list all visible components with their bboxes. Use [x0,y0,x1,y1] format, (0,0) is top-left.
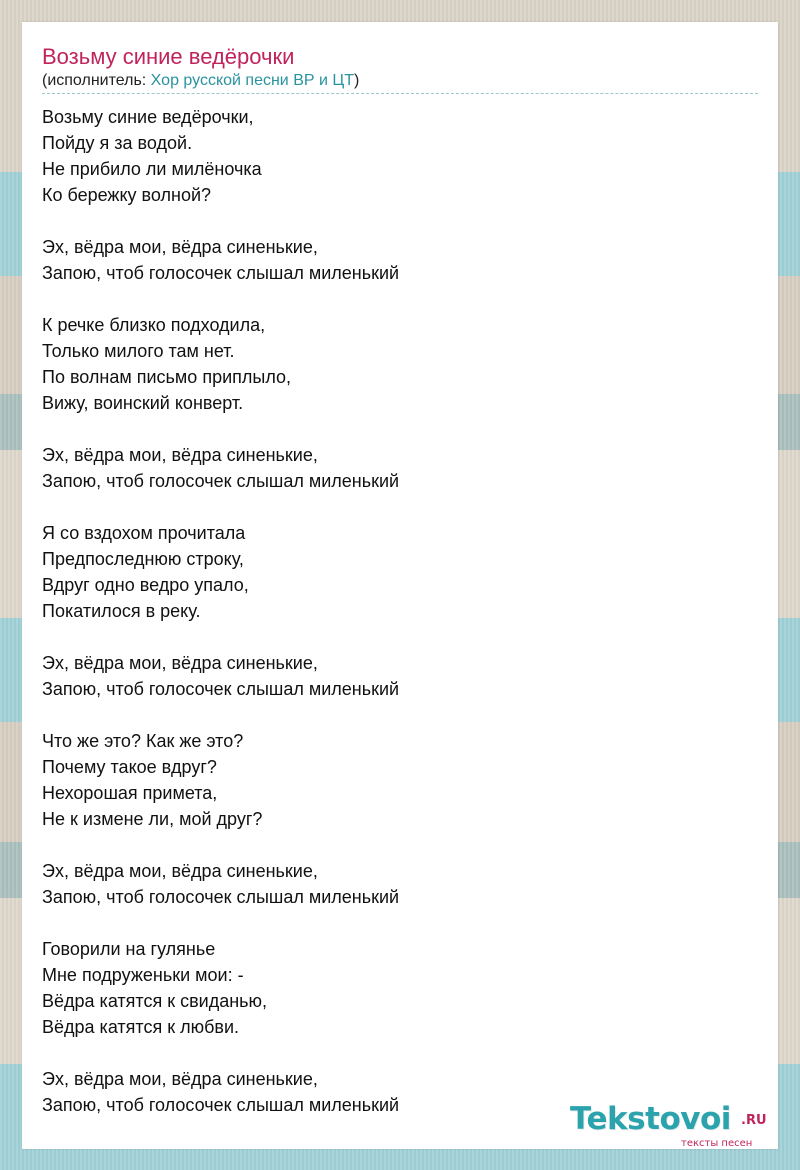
lyrics-stanza [42,234,758,286]
site-logo[interactable] [570,1101,776,1149]
lyrics-stanza [42,520,758,624]
lyrics-line: Предпоследнюю строку, [42,549,244,569]
logo-wordmark: Tekstovoi [570,1101,731,1137]
artist-line [42,72,359,90]
logo-domain: .RU [741,1113,767,1128]
lyrics-line: К речке близко подходила, [42,315,266,335]
lyrics-line: Запою, чтоб голосочек слышал миленький [42,887,400,907]
lyrics-line: Запою, чтоб голосочек слышал миленький [42,471,400,491]
lyrics-line: Почему такое вдруг? [42,757,217,777]
lyrics-stanza [42,442,758,494]
lyrics-line: Запою, чтоб голосочек слышал миленький [42,263,400,283]
lyrics-stanza [42,858,758,910]
title-divider [42,93,758,94]
lyrics-card [22,22,778,1149]
lyrics-stanza [42,936,758,1040]
lyrics-line: По волнам письмо приплыло, [42,367,292,387]
lyrics-line: Эх, вёдра мои, вёдра синенькие, [42,861,318,881]
artist-suffix: ) [353,72,360,89]
logo-tagline: тексты песен [681,1138,753,1149]
artist-prefix: (исполнитель: [42,72,151,89]
lyrics-line: Не прибило ли милёночка [42,159,262,179]
lyrics-line: Эх, вёдра мои, вёдра синенькие, [42,237,318,257]
lyrics-line: Вёдра катятся к свиданью, [42,991,268,1011]
lyrics-line: Возьму синие ведёрочки, [42,107,254,127]
lyrics-line: Эх, вёдра мои, вёдра синенькие, [42,1069,318,1089]
lyrics-text [42,104,758,1144]
lyrics-line: Ко бережку волной? [42,185,212,205]
lyrics-stanza [42,650,758,702]
lyrics-line: Покатилося в реку. [42,601,201,621]
artist-link[interactable]: Хор русской песни ВР и ЦТ [150,72,354,89]
song-title: Возьму синие ведёрочки [42,44,295,69]
lyrics-line: Мне подруженьки мои: - [42,965,244,985]
lyrics-line: Я со вздохом прочитала [42,523,246,543]
lyrics-line: Говорили на гулянье [42,939,216,959]
lyrics-line: Эх, вёдра мои, вёдра синенькие, [42,653,318,673]
lyrics-line: Запою, чтоб голосочек слышал миленький [42,679,400,699]
lyrics-line: Запою, чтоб голосочек слышал миленький [42,1095,400,1115]
lyrics-stanza [42,104,758,208]
lyrics-line: Пойду я за водой. [42,133,193,153]
lyrics-line: Вёдра катятся к любви. [42,1017,240,1037]
lyrics-stanza [42,312,758,416]
lyrics-line: Не к измене ли, мой друг? [42,809,263,829]
lyrics-stanza [42,728,758,832]
lyrics-line: Только милого там нет. [42,341,235,361]
lyrics-line: Эх, вёдра мои, вёдра синенькие, [42,445,318,465]
lyrics-line: Что же это? Как же это? [42,731,244,751]
lyrics-line: Вдруг одно ведро упало, [42,575,249,595]
lyrics-line: Вижу, воинский конверт. [42,393,244,413]
lyrics-line: Нехорошая примета, [42,783,218,803]
